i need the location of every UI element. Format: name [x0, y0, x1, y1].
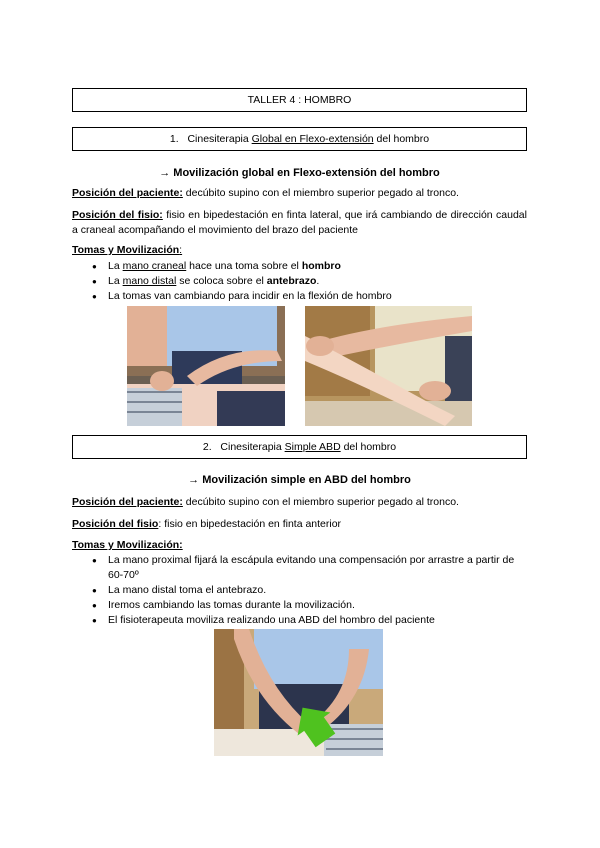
section-2-heading: → Movilización simple en ABD del hombro — [188, 474, 411, 486]
photo-abd — [214, 629, 383, 756]
photo-flexion-2 — [305, 306, 472, 426]
section-2-patient-position — [72, 495, 527, 510]
list-item: ● La mano proximal fijará la escápula evitando una compensación por arrastre a partir de 60-70º — [92, 553, 527, 583]
patient-text: decúbito supino con el miembro superior pegado al tronco. — [182, 187, 459, 199]
title-box — [72, 88, 527, 112]
section-1-heading: → Movilización global en Flexo-extensión del hombro — [159, 167, 440, 179]
section-2-number: 2. — [202, 441, 212, 453]
section-2-bullets — [92, 553, 527, 628]
list-item: ● La mano distal se coloca sobre el antebrazo. — [92, 274, 527, 289]
section-2-box — [72, 435, 527, 459]
section-1-number: 1. — [169, 133, 179, 145]
list-item: ● La mano distal toma el antebrazo. — [92, 583, 527, 598]
tomas-colon: : — [179, 244, 183, 256]
list-item: ● La mano craneal hace una toma sobre el hombro — [92, 259, 527, 274]
section-1-bullets — [92, 259, 527, 304]
list-item: ● Iremos cambiando las tomas durante la movilización. — [92, 598, 527, 613]
section-1-pre: Cinesiterapia — [187, 133, 252, 145]
section-2-fisio-position — [72, 517, 527, 532]
fisio-text: : fisio en bipedestación en finta anterior — [158, 518, 342, 530]
section-1-box — [72, 127, 527, 151]
list-item: ● El fisioterapeuta moviliza realizando una ABD del hombro del paciente — [92, 613, 527, 628]
section-2-underlined: Simple ABD — [284, 441, 341, 453]
fisio-label: Posición del fisio — [72, 518, 159, 530]
section-1-post: del hombro — [373, 133, 430, 145]
patient-label: Posición del paciente: — [72, 496, 183, 508]
patient-text: decúbito supino con el miembro superior pegado al tronco. — [182, 496, 459, 508]
section-2-pre: Cinesiterapia — [220, 441, 285, 453]
section-1-patient-position — [72, 186, 527, 201]
photo-flexion-1 — [127, 306, 285, 426]
tomas-label: Tomas y Movilización — [72, 244, 180, 256]
section-1-tomas-heading — [72, 244, 182, 256]
title-text: TALLER 4 : HOMBRO — [247, 94, 352, 106]
patient-label: Posición del paciente: — [72, 187, 183, 199]
section-2-post: del hombro — [340, 441, 397, 453]
section-1-fisio-position — [72, 208, 527, 238]
list-item: ● La tomas van cambiando para incidir en la flexión de hombro — [92, 289, 527, 304]
fisio-label: Posición del fisio: — [72, 209, 163, 221]
fisio-text: fisio en bipedestación en finta lateral, que irá cambiando de dirección caudal a craneal acompañando el movimiento del brazo del paciente — [72, 209, 527, 236]
section-2-tomas-heading: Tomas y Movilización: — [72, 539, 183, 551]
section-1-underlined: Global en Flexo-extensión — [251, 133, 374, 145]
